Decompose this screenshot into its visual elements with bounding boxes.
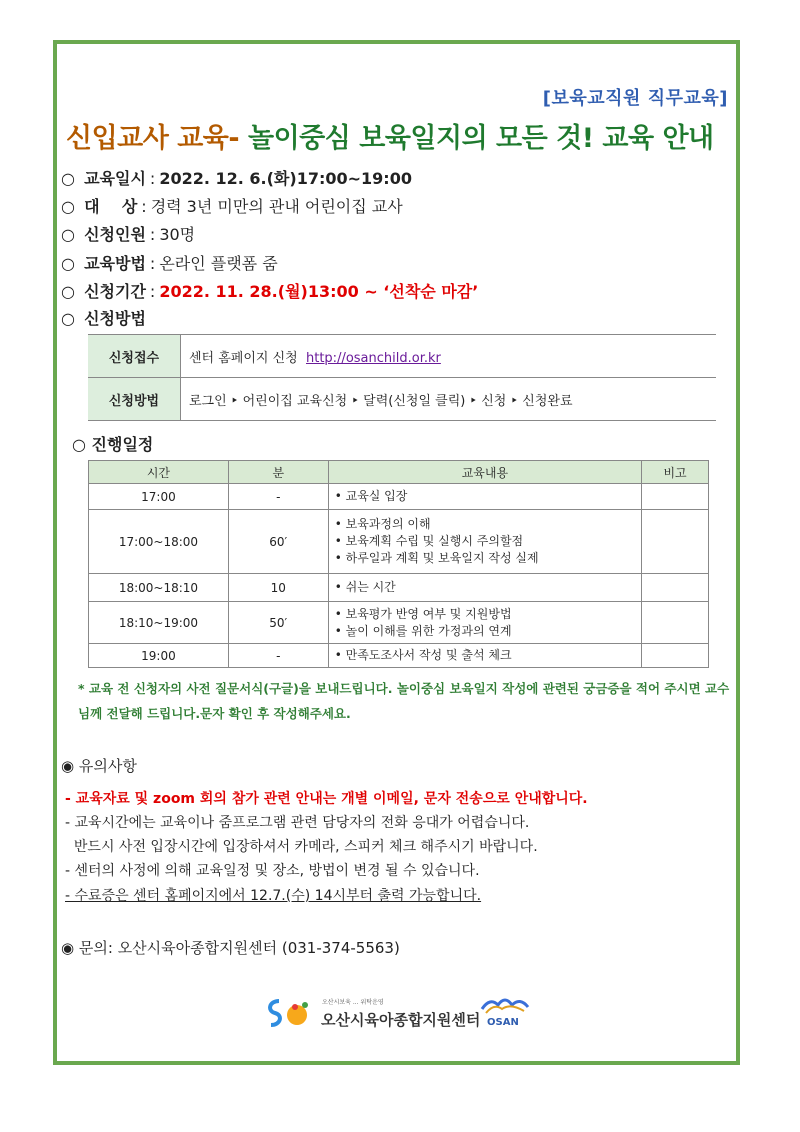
table-cell bbox=[181, 335, 717, 378]
schedule-title: ○ 진행일정 bbox=[72, 435, 154, 454]
table-row bbox=[89, 484, 709, 510]
apply-method-table bbox=[88, 334, 716, 421]
logo-subtext: 오산시보육 ... 위탁운영 bbox=[322, 999, 384, 1006]
info-label: 신청방법 bbox=[84, 309, 146, 328]
info-label: 대 상 bbox=[84, 197, 138, 216]
time-cell: 19:00 bbox=[89, 644, 229, 668]
caution-line: - 교육시간에는 교육이나 줌프로그램 관련 담당자의 전화 응대가 어렵습니다. bbox=[65, 815, 530, 831]
info-value: 온라인 플랫폼 줌 bbox=[159, 254, 278, 273]
cautions-title: ◉ 유의사항 bbox=[61, 757, 137, 775]
table-header-cell: 신청방법 bbox=[88, 378, 181, 421]
table-row bbox=[88, 335, 716, 378]
minutes-cell: 10 bbox=[228, 574, 328, 602]
content-cell: • 교육실 입장 bbox=[328, 484, 641, 510]
osan-text: OSAN bbox=[487, 1017, 519, 1028]
info-value: 2022. 12. 6.(화)17:00~19:00 bbox=[159, 169, 412, 188]
table-row bbox=[89, 510, 709, 574]
caution-line: 반드시 사전 입장시간에 입장하셔서 카메라, 스피커 체크 해주시기 바랍니다. bbox=[65, 839, 538, 855]
caution-line: - 센터의 사정에 의해 교육일정 및 장소, 방법이 변경 될 수 있습니다. bbox=[65, 863, 480, 879]
category-label: [보육교직원 직무교육] bbox=[542, 88, 728, 109]
receipt-text: 센터 홈페이지 신청 bbox=[189, 350, 298, 366]
table-header-cell: 신청접수 bbox=[88, 335, 181, 378]
minutes-cell: - bbox=[228, 644, 328, 668]
homepage-link[interactable]: http://osanchild.or.kr bbox=[306, 350, 441, 366]
minutes-cell: - bbox=[228, 484, 328, 510]
caution-line: - 교육자료 및 zoom 회의 참가 관련 안내는 개별 이메일, 문자 전송으로 안내합니다. bbox=[65, 791, 588, 807]
title-part1: 신입교사 교육- bbox=[66, 123, 240, 154]
title-part2: 놀이중심 보육일지의 모든 것! 교육 안내 bbox=[239, 123, 714, 154]
minutes-cell: 50′ bbox=[228, 602, 328, 644]
logo-mark-icon bbox=[265, 995, 319, 1031]
time-cell: 17:00 bbox=[89, 484, 229, 510]
info-label: 교육방법 bbox=[84, 254, 146, 273]
table-row bbox=[88, 378, 716, 421]
content-cell: • 보육평가 반영 여부 및 지원방법 • 놀이 이해를 위한 가정과의 연계 bbox=[328, 602, 641, 644]
info-period: ○ 신청기간 : 2022. 11. 28.(월)13:00 ~ ‘선착순 마감’ bbox=[61, 279, 478, 302]
contact-line: ◉ 문의: 오산시육아종합지원센터 (031-374-5563) bbox=[61, 939, 400, 957]
table-cell: 로그인 ‣ 어린이집 교육신청 ‣ 달력(신청일 클릭) ‣ 신청 ‣ 신청완료 bbox=[181, 378, 717, 421]
table-row bbox=[89, 574, 709, 602]
circle-icon: ○ bbox=[61, 309, 75, 328]
time-cell: 18:00~18:10 bbox=[89, 574, 229, 602]
time-cell: 17:00~18:00 bbox=[89, 510, 229, 574]
note-cell bbox=[642, 602, 709, 644]
pre-questionnaire-note: * 교육 전 신청자의 사전 질문서식(구글)을 보내드립니다. 놀이중심 보육일지 작성에 관련된 궁금증을 적어 주시면 교수님께 전달해 드립니다.문자 확인 후 작성해주세요. bbox=[78, 681, 730, 721]
circle-icon: ○ bbox=[61, 225, 75, 244]
column-header: 시간 bbox=[89, 461, 229, 484]
table-row bbox=[89, 644, 709, 668]
info-date: ○ 교육일시 : 2022. 12. 6.(화)17:00~19:00 bbox=[61, 166, 412, 189]
circle-icon: ○ bbox=[61, 169, 75, 188]
page-title bbox=[66, 116, 736, 155]
time-cell: 18:10~19:00 bbox=[89, 602, 229, 644]
circle-icon: ○ bbox=[61, 197, 75, 216]
table-row bbox=[89, 602, 709, 644]
info-label: 교육일시 bbox=[84, 169, 146, 188]
content-cell: • 만족도조사서 작성 및 출석 체크 bbox=[328, 644, 641, 668]
circle-icon: ○ bbox=[61, 282, 75, 301]
info-apply-method bbox=[61, 306, 146, 329]
note-cell bbox=[642, 510, 709, 574]
osan-city-logo-icon bbox=[480, 995, 530, 1017]
table-header-row bbox=[89, 461, 709, 484]
logo-name: 오산시육아종합지원센터 bbox=[321, 1011, 481, 1029]
info-method: ○ 교육방법 : 온라인 플랫폼 줌 bbox=[61, 251, 278, 274]
circle-icon: ○ bbox=[72, 435, 92, 454]
column-header: 비고 bbox=[642, 461, 709, 484]
info-capacity: ○ 신청인원 : 30명 bbox=[61, 222, 195, 245]
info-label: 신청기간 bbox=[84, 282, 146, 301]
center-logo bbox=[265, 995, 535, 1035]
content-cell: • 보육과정의 이해 • 보육계획 수립 및 실행시 주의할점 • 하루일과 계획 및 보육일지 작성 실제 bbox=[328, 510, 641, 574]
column-header: 교육내용 bbox=[328, 461, 641, 484]
info-label: 신청인원 bbox=[84, 225, 146, 244]
info-value: 30명 bbox=[159, 225, 196, 244]
note-cell bbox=[642, 484, 709, 510]
caution-line: - 수료증은 센터 홈페이지에서 12.7.(수) 14시부터 출력 가능합니다. bbox=[65, 888, 482, 904]
circle-icon: ○ bbox=[61, 254, 75, 273]
note-cell bbox=[642, 644, 709, 668]
schedule-table bbox=[88, 460, 709, 668]
column-header: 분 bbox=[228, 461, 328, 484]
info-target: ○ 대 상 : 경력 3년 미만의 관내 어린이집 교사 bbox=[61, 194, 403, 217]
info-value: 2022. 11. 28.(월)13:00 ~ ‘선착순 마감’ bbox=[159, 282, 479, 301]
info-value: 경력 3년 미만의 관내 어린이집 교사 bbox=[150, 197, 403, 216]
bullet-icon: ◉ bbox=[61, 939, 79, 957]
bullet-icon: ◉ bbox=[61, 757, 79, 775]
note-cell bbox=[642, 574, 709, 602]
content-cell: • 쉬는 시간 bbox=[328, 574, 641, 602]
minutes-cell: 60′ bbox=[228, 510, 328, 574]
